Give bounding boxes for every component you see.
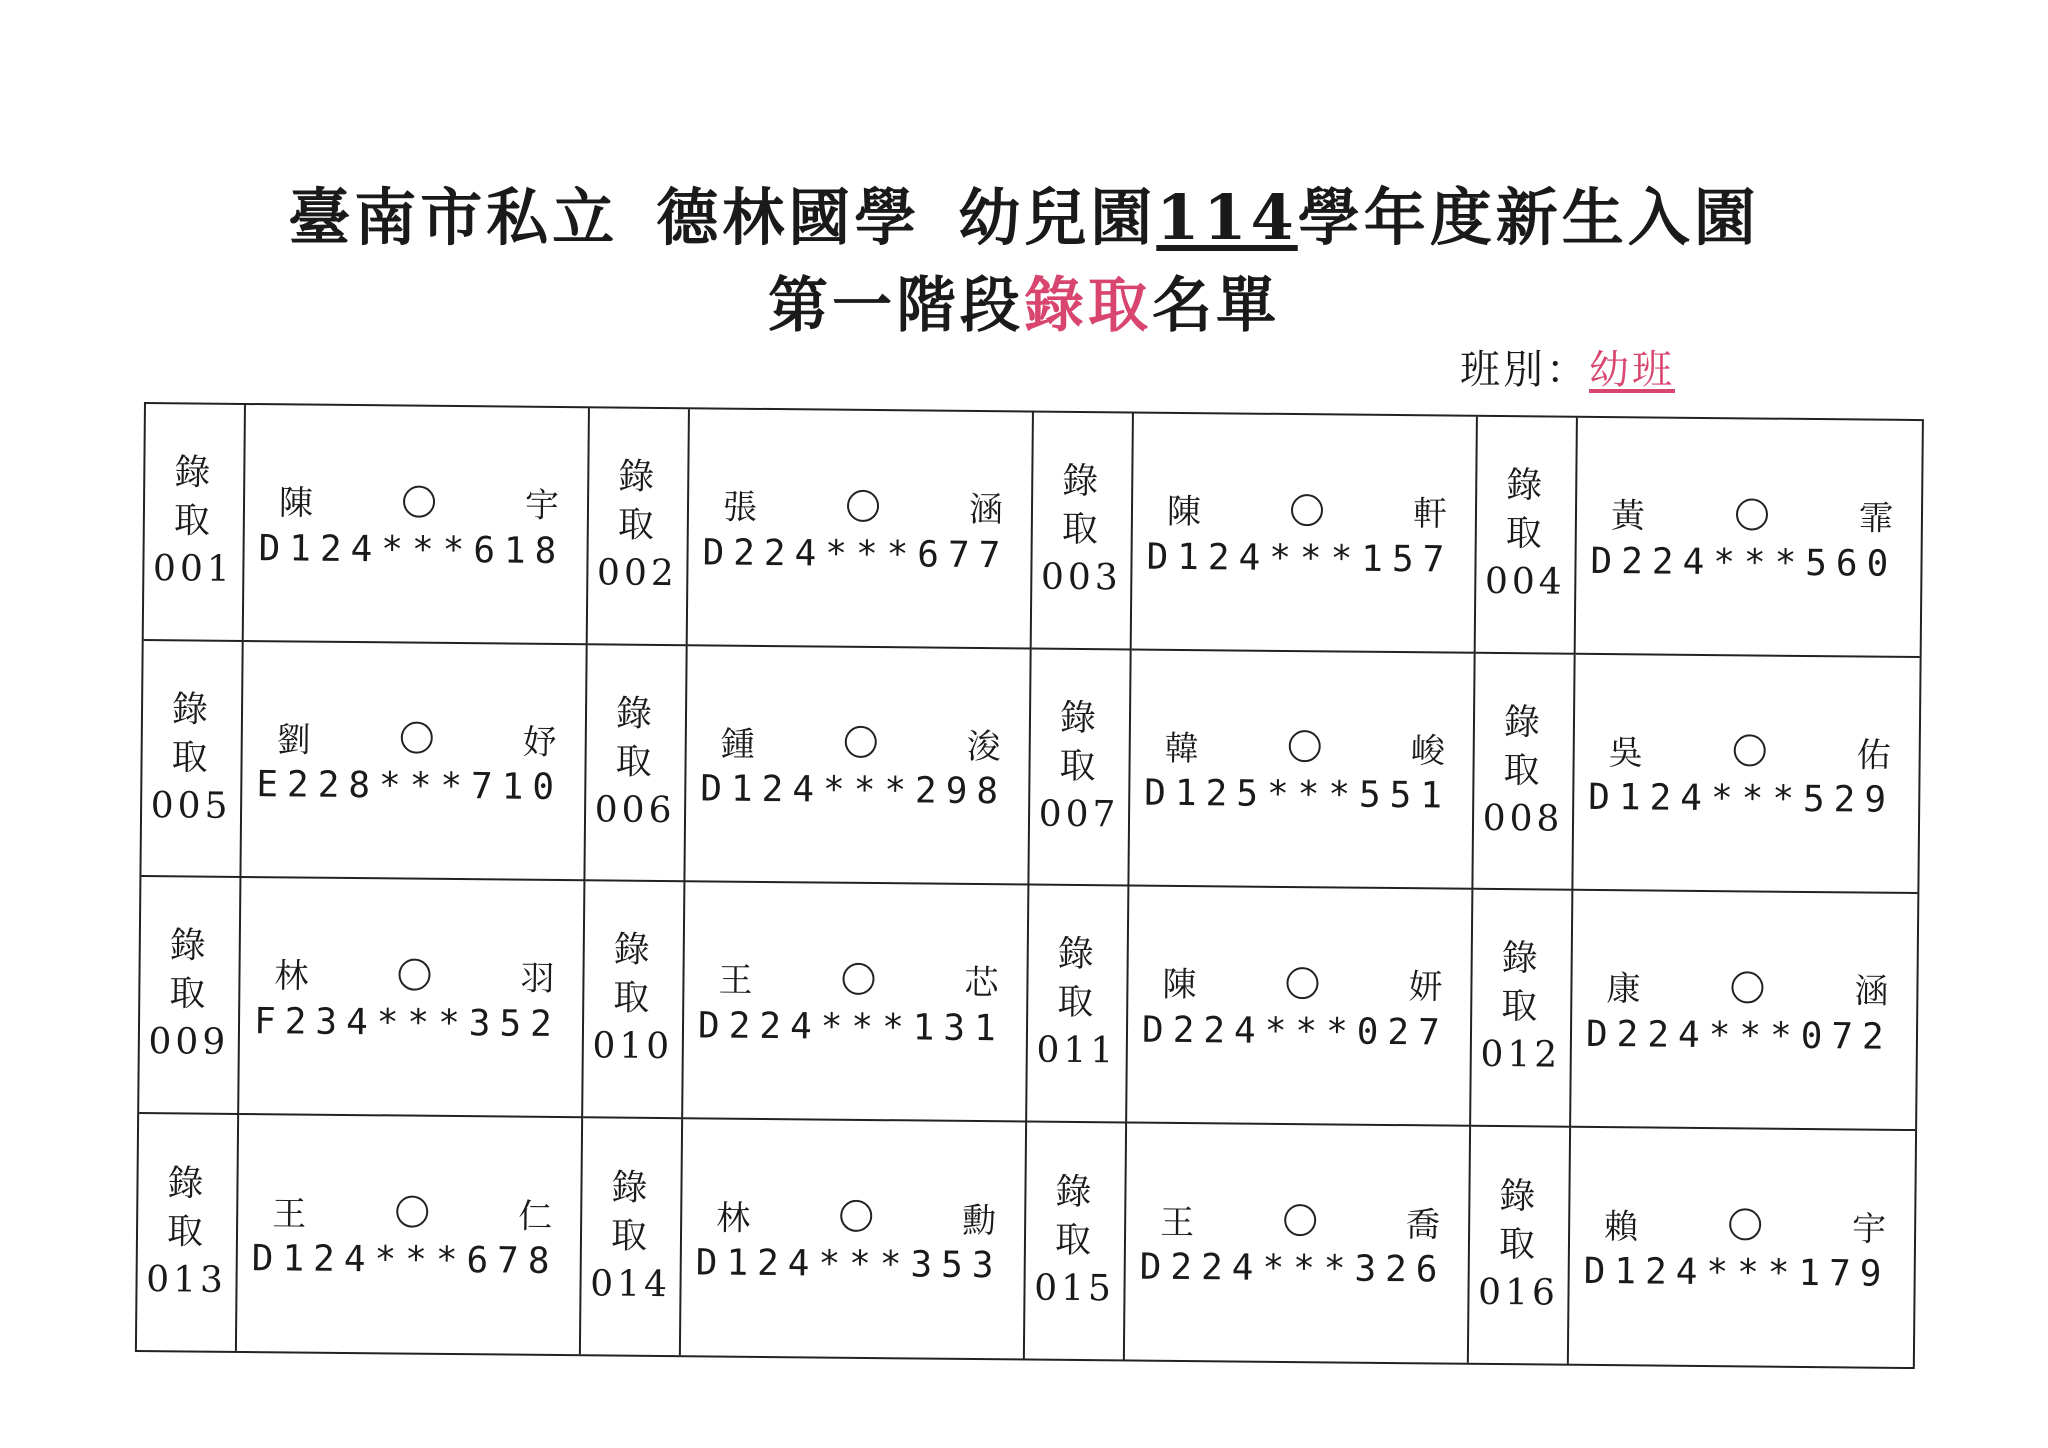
masked-character-circle-icon [1286, 967, 1318, 999]
masked-character-circle-icon [1731, 971, 1763, 1003]
student-name [254, 949, 560, 1000]
student-id: D224***027 [1141, 1009, 1449, 1054]
admission-label-cell [1469, 1126, 1571, 1363]
masked-character-circle-icon [842, 962, 874, 994]
student-id: D224***072 [1585, 1013, 1893, 1058]
admission-label-char: 錄 [613, 929, 654, 972]
student-surname: 王 [1159, 1202, 1195, 1243]
document-subtitle [0, 258, 2048, 344]
student-id: E228***710 [256, 764, 564, 809]
student-surname: 林 [274, 956, 309, 997]
admission-label-cell [137, 1113, 239, 1350]
student-id: D124***179 [1583, 1251, 1891, 1296]
student-given-name: 羽 [520, 958, 555, 1000]
masked-character-circle-icon [847, 490, 879, 522]
admission-label-char: 錄 [171, 689, 213, 731]
admission-label-char: 取 [1501, 986, 1542, 1028]
masked-character-circle-icon [1734, 735, 1766, 767]
admission-number: 016 [1477, 1271, 1560, 1314]
student-name [701, 717, 1007, 768]
admission-label-char: 取 [610, 1215, 652, 1257]
admission-number: 015 [1033, 1267, 1116, 1310]
admission-label-char: 取 [613, 977, 654, 1020]
admission-label-char: 錄 [1062, 461, 1103, 503]
admission-label-char: 錄 [169, 925, 210, 967]
admission-entry-cell [1573, 654, 1919, 894]
admission-label-char: 取 [1498, 1223, 1540, 1266]
student-given-name: 涵 [968, 490, 1004, 531]
admission-label-char: 錄 [1059, 697, 1101, 739]
admission-entry-cell [241, 641, 587, 881]
admission-entry-cell [237, 1114, 583, 1354]
student-given-name: 涵 [1854, 971, 1889, 1013]
admission-number: 007 [1038, 793, 1120, 836]
student-given-name: 勳 [961, 1200, 997, 1241]
admission-label-char: 錄 [1503, 701, 1545, 744]
student-given-name: 宇 [1851, 1209, 1887, 1250]
student-surname: 黃 [1610, 496, 1646, 537]
admission-label-cell [1476, 417, 1578, 654]
student-id: D224***326 [1139, 1246, 1447, 1291]
student-id: D224***131 [697, 1005, 1005, 1050]
student-surname: 林 [715, 1198, 751, 1239]
student-surname: 康 [1606, 969, 1641, 1010]
admission-label-char: 取 [169, 973, 210, 1015]
student-given-name: 軒 [1412, 494, 1448, 535]
student-given-name: 喬 [1405, 1204, 1441, 1246]
student-surname: 王 [272, 1194, 307, 1235]
student-name [1140, 1195, 1446, 1246]
admission-label-cell [1471, 890, 1573, 1127]
student-id: D224***560 [1590, 540, 1898, 585]
student-name [1145, 721, 1451, 772]
student-surname: 賴 [1603, 1206, 1639, 1248]
admission-entry-cell [1127, 886, 1473, 1126]
admission-label-cell [144, 404, 246, 641]
subtitle-pre: 第一階段 [768, 271, 1024, 341]
admission-label-cell [581, 1118, 683, 1355]
student-given-name: 妤 [522, 722, 557, 763]
admission-number: 010 [592, 1025, 674, 1068]
class-label: 班別： [1460, 347, 1589, 393]
student-name [698, 953, 1004, 1004]
admission-entry-cell [244, 405, 590, 645]
masked-character-circle-icon [1289, 730, 1321, 762]
admission-number: 006 [594, 789, 676, 831]
admission-label-char: 錄 [618, 456, 659, 499]
student-name [703, 480, 1009, 531]
admission-label-char: 取 [617, 504, 659, 547]
admission-entry-cell [1125, 1123, 1471, 1363]
student-surname: 陳 [1166, 492, 1202, 533]
admission-label-char: 錄 [1055, 1171, 1096, 1213]
admission-entry-cell [683, 882, 1029, 1122]
admission-label-char: 取 [166, 1211, 208, 1253]
admission-number: 014 [590, 1263, 672, 1305]
student-surname: 王 [718, 960, 753, 1002]
student-name [252, 1186, 558, 1237]
admission-label-cell [141, 641, 243, 878]
admission-label-cell [139, 877, 241, 1114]
admission-label-char: 錄 [1506, 465, 1547, 507]
student-name [1142, 957, 1448, 1008]
admission-label-char: 取 [1503, 749, 1544, 792]
admission-number: 011 [1036, 1029, 1118, 1072]
student-id: D124***618 [258, 527, 566, 572]
student-given-name: 霏 [1858, 498, 1894, 540]
admission-label-char: 錄 [611, 1167, 652, 1209]
subtitle-highlight: 錄取 [1024, 271, 1152, 341]
student-given-name: 佑 [1856, 735, 1891, 776]
admission-number: 008 [1482, 797, 1564, 840]
student-given-name: 峻 [1410, 730, 1445, 772]
class-line [1460, 338, 1675, 395]
masked-character-circle-icon [845, 726, 877, 758]
student-id: D124***353 [695, 1242, 1003, 1287]
admission-label-cell [1029, 649, 1131, 886]
admission-label-char: 錄 [1057, 934, 1098, 976]
admission-number: 003 [1040, 556, 1122, 599]
student-surname: 劉 [276, 720, 311, 761]
admission-label-cell [1032, 413, 1134, 650]
masked-character-circle-icon [1729, 1209, 1761, 1241]
title-kindergarten: 幼兒園 [958, 181, 1157, 254]
admission-label-cell [1025, 1122, 1127, 1359]
student-given-name: 芯 [964, 963, 999, 1004]
subtitle-post: 名單 [1152, 271, 1280, 341]
admission-label-cell [1027, 886, 1129, 1123]
document-title [0, 168, 2048, 257]
masked-character-circle-icon [396, 1196, 428, 1228]
admission-entry-cell [239, 878, 585, 1118]
admission-label-char: 取 [171, 737, 212, 779]
student-id: D124***678 [251, 1238, 559, 1283]
student-name [1586, 962, 1894, 1013]
admission-number: 012 [1480, 1034, 1562, 1076]
admission-number: 001 [152, 548, 234, 591]
admission-label-cell [585, 645, 687, 882]
admission-number: 009 [148, 1021, 230, 1064]
admission-entry-cell [685, 646, 1031, 886]
admission-label-char: 錄 [174, 452, 215, 494]
admission-label-cell [588, 408, 690, 645]
student-name [257, 712, 563, 763]
admission-number: 005 [150, 784, 232, 827]
student-given-name: 仁 [518, 1196, 553, 1237]
admission-label-char: 取 [1057, 982, 1098, 1024]
student-name [1589, 725, 1897, 776]
admission-label-char: 取 [1061, 509, 1103, 551]
admission-entry-cell [681, 1119, 1027, 1359]
admission-entry-cell [1132, 414, 1478, 654]
admission-label-char: 取 [1059, 745, 1100, 787]
title-school: 臺南市私立 [288, 181, 619, 254]
admission-label-cell [583, 881, 685, 1118]
student-id: D124***298 [700, 768, 1008, 813]
admission-label-char: 取 [173, 500, 215, 542]
student-name [696, 1191, 1002, 1242]
admission-number: 013 [146, 1258, 228, 1301]
admission-number: 002 [596, 552, 678, 595]
student-name [1584, 1199, 1892, 1250]
student-id: D124***157 [1146, 536, 1454, 581]
admission-entry-cell [688, 409, 1034, 649]
admission-table [135, 402, 1924, 1369]
masked-character-circle-icon [401, 722, 433, 754]
admission-entry-cell [1569, 1127, 1915, 1367]
admission-label-char: 錄 [167, 1163, 208, 1205]
admission-label-char: 取 [1054, 1219, 1096, 1261]
masked-character-circle-icon [1291, 494, 1323, 526]
student-surname: 陳 [278, 483, 314, 524]
title-suffix: 學年度新生入園 [1297, 181, 1760, 254]
admission-entry-cell [1571, 891, 1917, 1131]
student-surname: 張 [722, 487, 758, 529]
admission-entry-cell [1576, 418, 1922, 658]
student-name [1591, 489, 1899, 540]
student-id: D224***677 [702, 532, 1010, 577]
student-surname: 鍾 [720, 724, 755, 765]
masked-character-circle-icon [398, 958, 430, 990]
student-given-name: 宇 [524, 485, 560, 527]
student-name [1147, 484, 1453, 535]
student-id: D125***551 [1144, 772, 1452, 817]
student-given-name: 浚 [966, 726, 1001, 767]
admission-number: 004 [1484, 561, 1566, 603]
student-surname: 韓 [1164, 728, 1199, 769]
student-id: F234***352 [253, 1000, 561, 1045]
student-name [259, 476, 565, 527]
class-value: 幼班 [1589, 347, 1675, 393]
student-given-name: 妍 [1408, 967, 1443, 1008]
admission-label-char: 取 [615, 741, 656, 783]
title-name: 德林國學 [656, 181, 921, 254]
admission-label-char: 錄 [615, 693, 657, 735]
title-year: 114 [1156, 181, 1298, 254]
admission-label-char: 錄 [1499, 1175, 1540, 1218]
admission-label-cell [1473, 653, 1575, 890]
admission-label-char: 取 [1505, 513, 1546, 555]
admission-label-char: 錄 [1501, 938, 1542, 980]
masked-character-circle-icon [1736, 498, 1768, 530]
student-id: D124***529 [1588, 777, 1896, 822]
masked-character-circle-icon [403, 485, 435, 517]
admission-entry-cell [1129, 650, 1475, 890]
student-surname: 陳 [1162, 965, 1197, 1006]
masked-character-circle-icon [1284, 1204, 1316, 1236]
masked-character-circle-icon [840, 1200, 872, 1232]
student-surname: 吳 [1608, 732, 1643, 774]
